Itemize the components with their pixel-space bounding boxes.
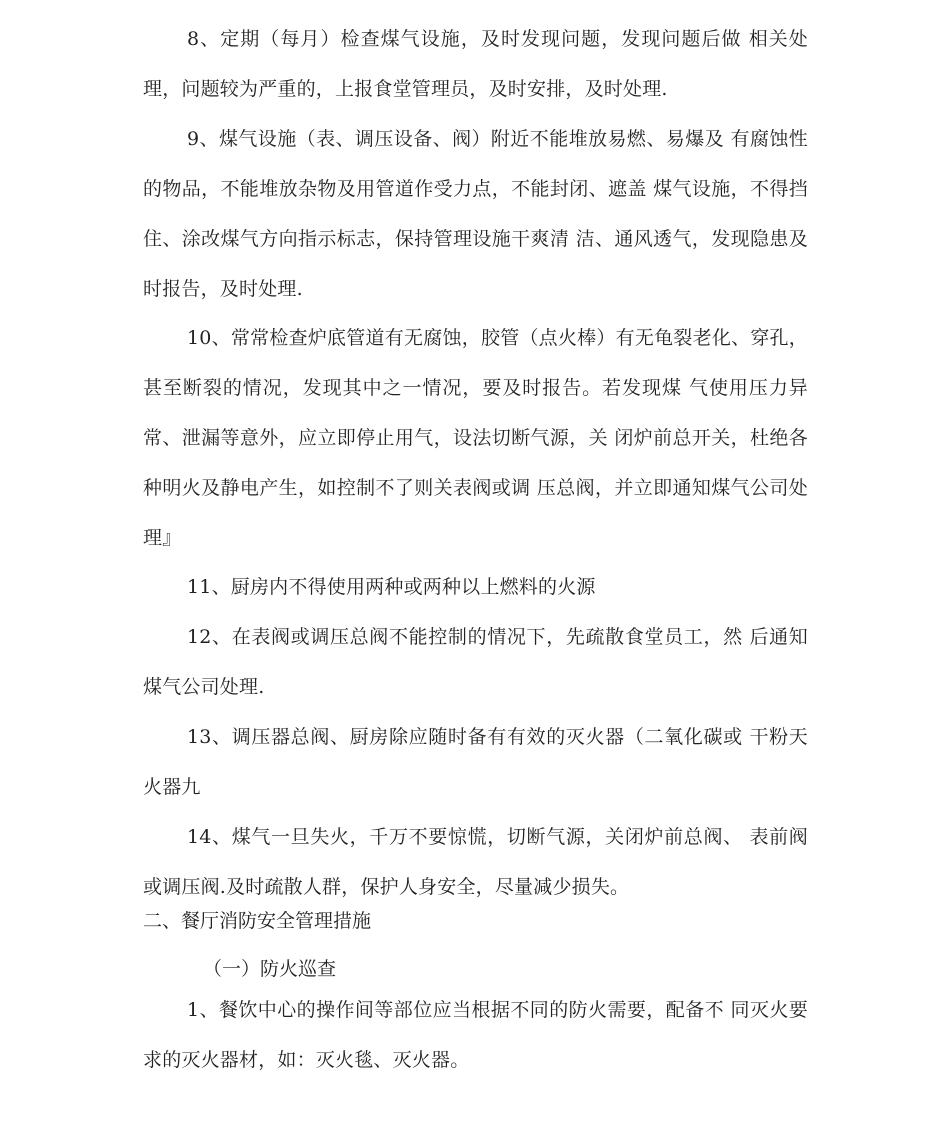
subsection-heading: （一）防火巡查	[203, 958, 337, 980]
paragraph-item-s1: 1、餐饮中心的操作间等部位应当根据不同的防火需要，配备不 同灭火要求的灭火器材，如：灭火毯、灭火器。	[143, 999, 808, 1071]
paragraph-item-14: 14、煤气一旦失火，千万不要惊慌，切断气源，关闭炉前总阀、 表前阀或调压阀.及时疏散人群，保护人身安全，尽量减少损失。	[143, 826, 808, 898]
paragraph-item-12: 12、在表阀或调压总阀不能控制的情况下，先疏散食堂员工，然 后通知煤气公司处理.	[143, 626, 808, 698]
paragraph-item-8: 8、定期（每月）检查煤气设施，及时发现问题，发现问题后做 相关处理，问题较为严重的，上报食堂管理员，及时安排，及时处理.	[143, 28, 808, 100]
paragraph-item-10: 10、常常检查炉底管道有无腐蚀，胶管（点火棒）有无龟裂老化、穿孔，甚至断裂的情况，发现其中之一情况，要及时报告。若发现煤 气使用压力异常、泄漏等意外，应立即停止用气，设法切断气源，关 闭炉前总开关，杜绝各种明火及静电产生，如控制不了则关表阀或调 压总阀，并立即通知煤气公司处理』	[143, 327, 808, 549]
paragraph-item-11: 11、厨房内不得使用两种或两种以上燃料的火源	[187, 576, 596, 598]
paragraph-item-9: 9、煤气设施（表、调压设备、阀）附近不能堆放易燃、易爆及 有腐蚀性的物品，不能堆放杂物及用管道作受力点，不能封闭、遮盖 煤气设施，不得挡住、涂改煤气方向指示标志，保持管理设施干爽清 洁、通风透气，发现隐患及时报告，及时处理.	[143, 128, 808, 300]
paragraph-item-13: 13、调压器总阀、厨房除应随时备有有效的灭火器（二氧化碳或 干粉天火器九	[143, 726, 808, 798]
section-heading: 二、餐厅消防安全管理措施	[143, 910, 372, 932]
